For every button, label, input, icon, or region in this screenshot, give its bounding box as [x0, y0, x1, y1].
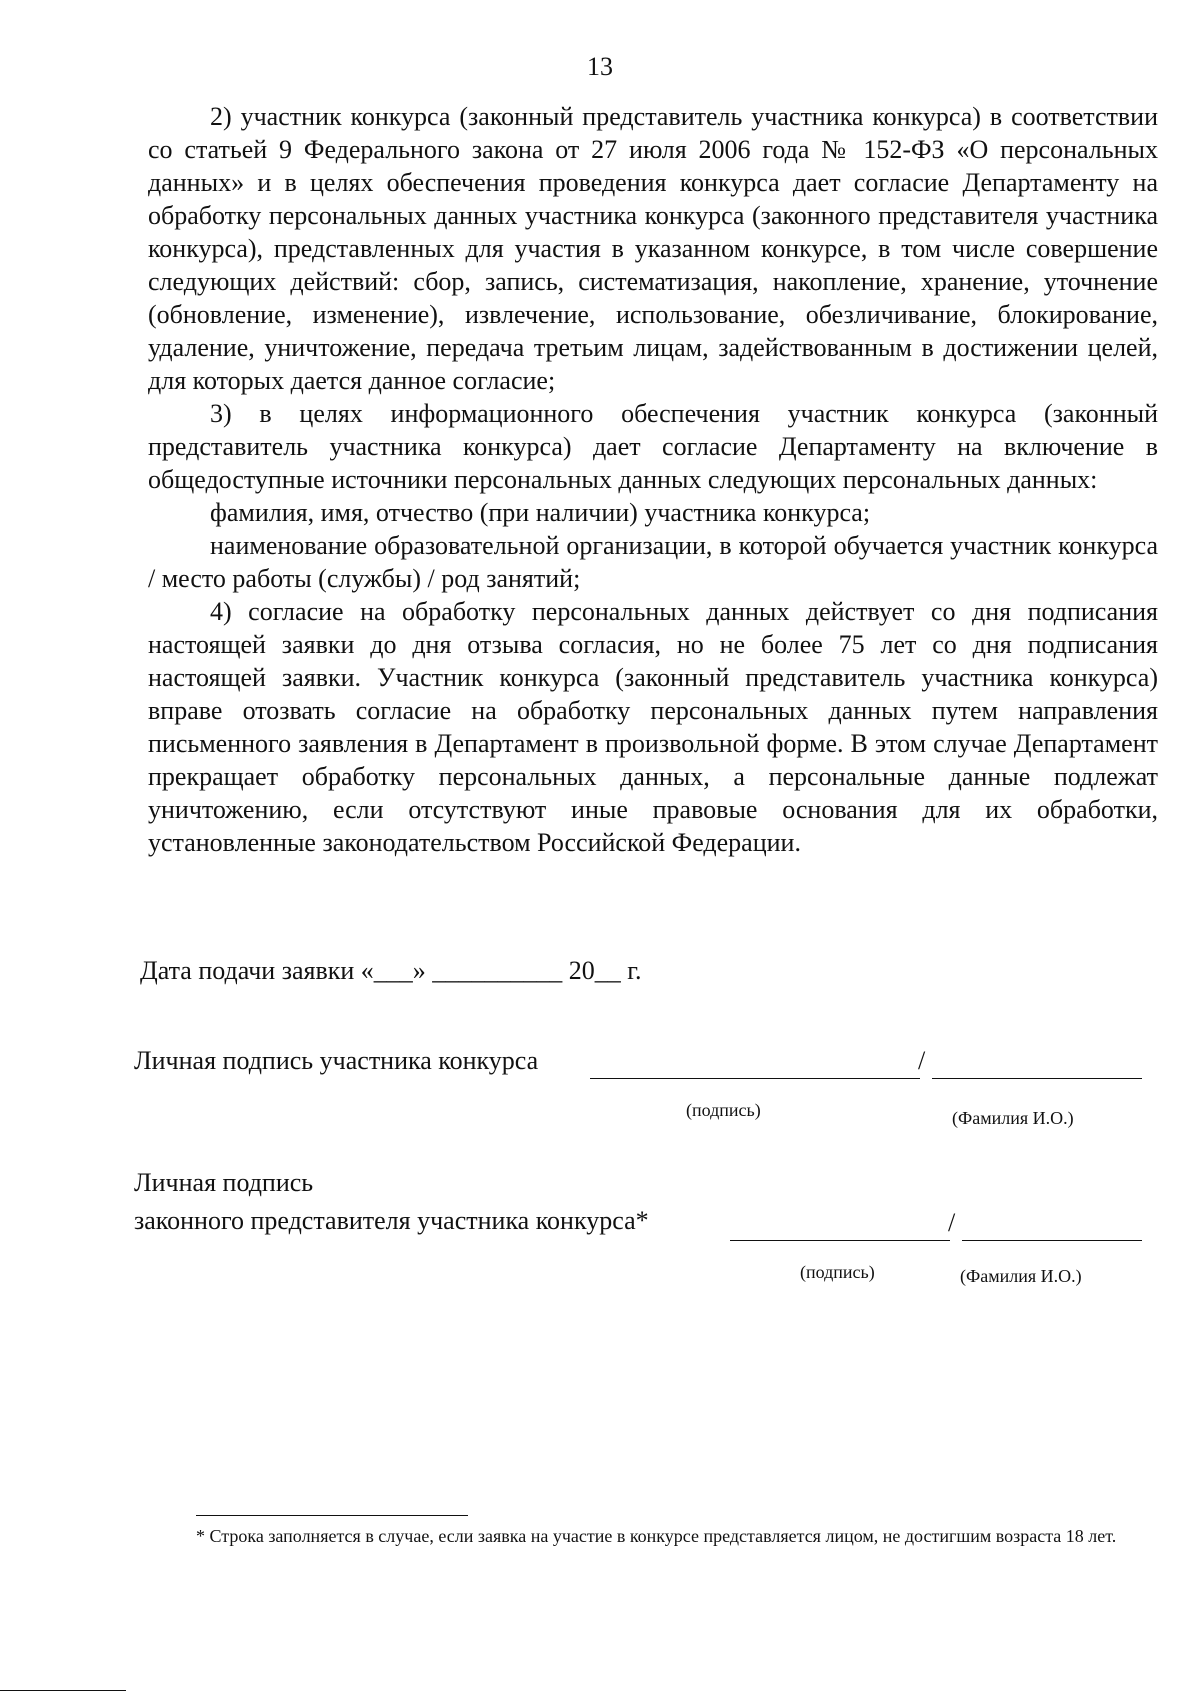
- paragraph-consent-processing: 2) участник конкурса (законный представитель участника конкурса) в соответствии со статьей 9 Федерального закона от 27 июля 2006 года № 152-ФЗ «О персональных данных» и в целях обеспечения проведения конкурса дает согласие Департаменту на обработку персональных данных участника конкурса (законного представителя участника конкурса), представленных для участия в указанном конкурсе, в том числе совершение следующих действий: сбор, запись, систематизация, накопление, хранение, уточнение (обновление, изменение), извлечение, использование, обезличивание, блокирование, удаление, уничтожение, передача третьим лицам, задействованным в достижении целей, для которых дается данное согласие;: [148, 102, 1158, 395]
- paragraph-consent-duration: 4) согласие на обработку персональных данных действует со дня подписания настоящей заявки до дня отзыва согласия, но не более 75 лет со дня подписания настоящей заявки. Участник конкурса (законный представитель участника конкурса) вправе отозвать согласие на обработку персональных данных путем направления письменного заявления в Департамент в произвольной форме. В этом случае Департамент прекращает обработку персональных данных, а персональные данные подлежат уничтожению, если отсутствуют иные правовые основания для их обработки, установленные законодательством Российской Федерации.: [148, 597, 1158, 857]
- footnote-separator: [196, 1515, 468, 1516]
- participant-name-field[interactable]: [932, 1060, 1142, 1079]
- participant-signature-field[interactable]: [590, 1060, 920, 1079]
- representative-signature-separator: /: [948, 1208, 956, 1237]
- representative-signature-field[interactable]: [730, 1222, 950, 1241]
- document-body: [148, 100, 1158, 859]
- participant-signature-label: Личная подпись участника конкурса: [134, 1046, 539, 1075]
- representative-signature-label-line1: Личная подпись: [134, 1168, 314, 1197]
- participant-name-caption: (Фамилия И.О.): [952, 1108, 1074, 1128]
- representative-signature-caption: (подпись): [800, 1262, 875, 1282]
- participant-signature-caption: (подпись): [686, 1100, 761, 1120]
- page-number: 13: [587, 52, 613, 81]
- representative-name-field[interactable]: [962, 1222, 1142, 1241]
- list-item-organization: наименование образовательной организации, в которой обучается участник конкурса / место работы (службы) / род занятий;: [148, 531, 1158, 593]
- representative-signature-label-line2: законного представителя участника конкурса*: [134, 1206, 649, 1235]
- submission-date-line: Дата подачи заявки «___» __________ 20__ г.: [140, 956, 642, 985]
- footnote: * Строка заполняется в случае, если заявка на участие в конкурсе представляется лицом, не достигшим возраста 18 лет.: [196, 1526, 1117, 1546]
- bottom-edge-line: [0, 1690, 126, 1691]
- paragraph-consent-public-sources: 3) в целях информационного обеспечения участник конкурса (законный представитель участника конкурса) дает согласие Департаменту на включение в общедоступные источники персональных данных следующих персональных данных:: [148, 399, 1158, 494]
- participant-signature-separator: /: [918, 1046, 926, 1075]
- representative-name-caption: (Фамилия И.О.): [960, 1266, 1082, 1286]
- list-item-full-name: фамилия, имя, отчество (при наличии) участника конкурса;: [210, 498, 871, 527]
